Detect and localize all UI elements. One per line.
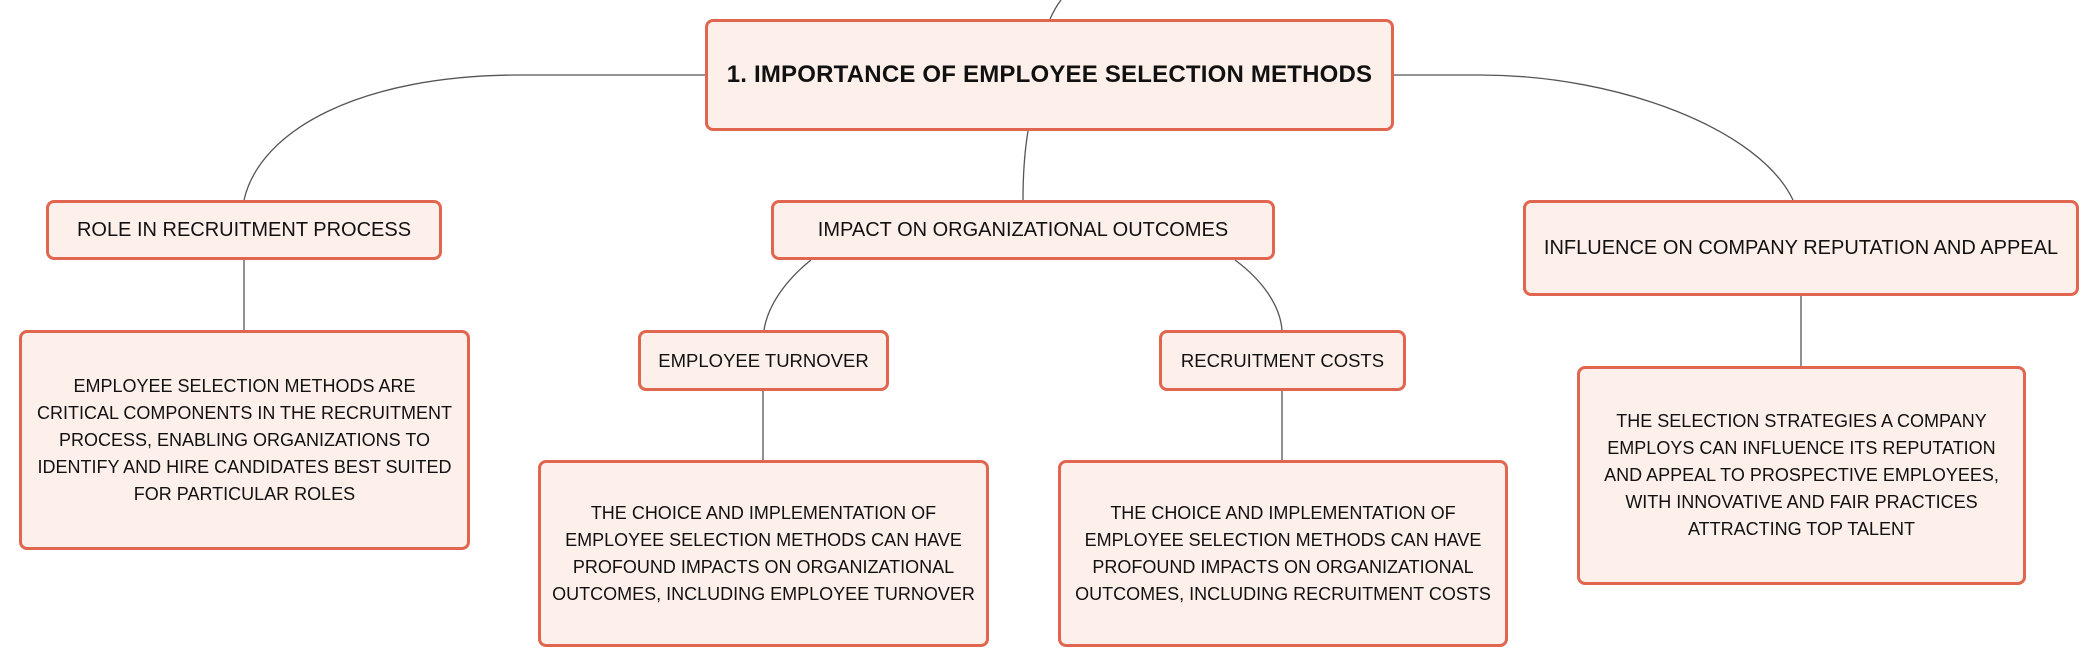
detail-text: THE CHOICE AND IMPLEMENTATION OF EMPLOYEE SELECTION METHODS CAN HAVE PROFOUND IMPACTS ON ORGANIZATIONAL OUTCOMES, INCLUDING EMPLOYEE TURNOVER xyxy=(552,502,975,604)
topic-node-role-in-recruitment[interactable] xyxy=(46,200,442,260)
subtopic-node-recruitment-costs[interactable] xyxy=(1159,330,1406,391)
detail-node-influence-on-reputation[interactable] xyxy=(1577,366,2026,585)
detail-node-role-in-recruitment[interactable] xyxy=(19,330,470,550)
connector-impact-turnover xyxy=(764,260,811,330)
topic-node-impact-on-outcomes[interactable] xyxy=(771,200,1275,260)
root-topic-label: 1. IMPORTANCE OF EMPLOYEE SELECTION METHODS xyxy=(726,61,1373,88)
root-topic-node[interactable] xyxy=(705,19,1394,131)
connector-root-influence xyxy=(1394,75,1793,200)
detail-node-recruitment-costs[interactable] xyxy=(1058,460,1508,647)
detail-text: EMPLOYEE SELECTION METHODS ARE CRITICAL COMPONENTS IN THE RECRUITMENT PROCESS, ENABLING ORGANIZATIONS TO IDENTIFY AND HIRE CANDIDATES BEST SUITED FOR PARTICULAR ROLES xyxy=(36,375,453,504)
detail-node-employee-turnover[interactable] xyxy=(538,460,989,647)
connector-impact-costs xyxy=(1235,260,1282,330)
subtopic-label: EMPLOYEE TURNOVER xyxy=(658,349,869,371)
topic-label: IMPACT ON ORGANIZATIONAL OUTCOMES xyxy=(817,218,1229,241)
detail-text: THE SELECTION STRATEGIES A COMPANY EMPLOYS CAN INFLUENCE ITS REPUTATION AND APPEAL TO PROSPECTIVE EMPLOYEES, WITH INNOVATIVE AND FAIR PRACTICES ATTRACTING TOP TALENT xyxy=(1604,411,1999,539)
connector-root-parent xyxy=(1050,0,1061,19)
topic-label: ROLE IN RECRUITMENT PROCESS xyxy=(76,218,412,241)
connector-root-role xyxy=(244,75,705,200)
connector-root-impact xyxy=(1023,131,1028,200)
subtopic-node-employee-turnover[interactable] xyxy=(638,330,889,391)
topic-label: INFLUENCE ON COMPANY REPUTATION AND APPEAL xyxy=(1543,236,2059,259)
topic-node-influence-on-reputation[interactable] xyxy=(1523,200,2079,296)
detail-text: THE CHOICE AND IMPLEMENTATION OF EMPLOYEE SELECTION METHODS CAN HAVE PROFOUND IMPACTS ON ORGANIZATIONAL OUTCOMES, INCLUDING RECRUITMENT COSTS xyxy=(1075,502,1491,604)
subtopic-label: RECRUITMENT COSTS xyxy=(1180,349,1385,371)
